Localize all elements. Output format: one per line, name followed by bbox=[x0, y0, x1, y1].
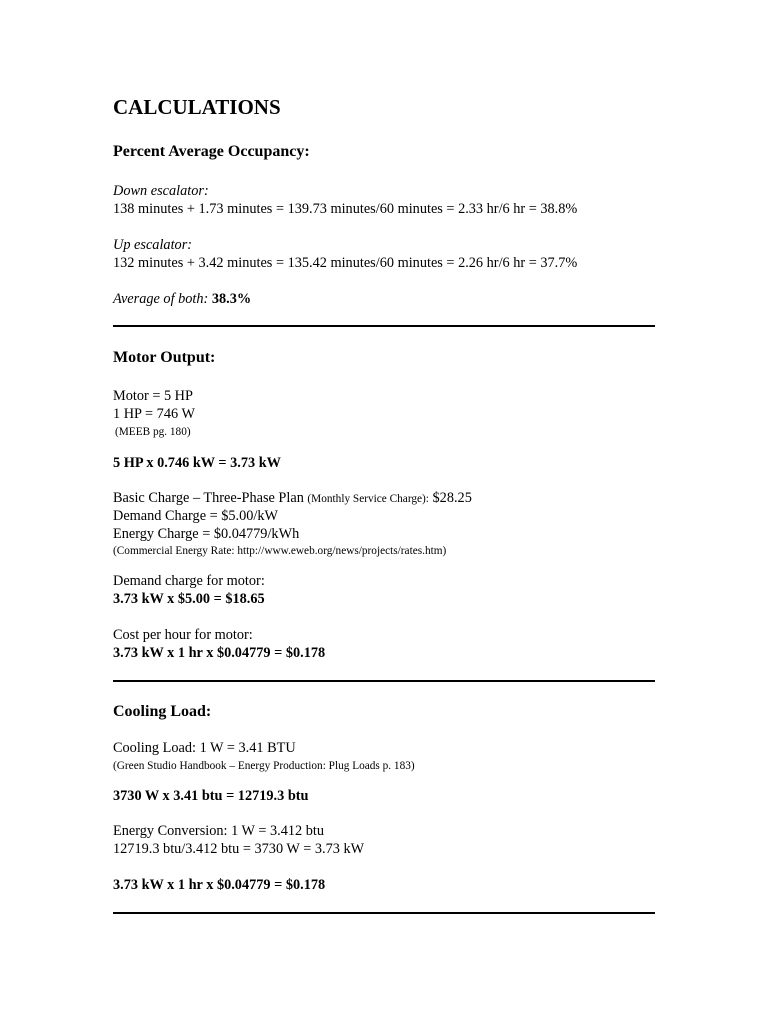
basic-charge-value: $28.25 bbox=[432, 490, 472, 506]
basic-charge-label: Basic Charge – Three-Phase Plan bbox=[113, 490, 304, 506]
down-escalator-calc: 138 minutes + 1.73 minutes = 139.73 minutes/60 minutes = 2.33 hr/6 hr = 38.8% bbox=[113, 201, 578, 217]
basic-charge-note: (Monthly Service Charge): bbox=[307, 493, 429, 505]
cooling-load-line: Cooling Load: 1 W = 3.41 BTU bbox=[113, 740, 296, 756]
motor-heading: Motor Output: bbox=[113, 349, 216, 366]
cost-per-hour-calc: 3.73 kW x 1 hr x $0.04779 = $0.178 bbox=[113, 645, 326, 661]
average-value: 38.3% bbox=[211, 291, 252, 307]
btu-calc: 3730 W x 3.41 btu = 12719.3 btu bbox=[113, 788, 309, 804]
up-escalator-calc: 132 minutes + 3.42 minutes = 135.42 minutes/60 minutes = 2.26 hr/6 hr = 37.7% bbox=[113, 255, 578, 271]
hp-to-watts: 1 HP = 746 W bbox=[113, 406, 195, 422]
meeb-reference: (MEEB pg. 180) bbox=[115, 426, 191, 438]
up-escalator-label: Up escalator: bbox=[113, 237, 193, 253]
energy-charge: Energy Charge = $0.04779/kWh bbox=[113, 526, 300, 542]
energy-conversion-calc: 12719.3 btu/3.412 btu = 3730 W = 3.73 kW bbox=[113, 841, 365, 857]
down-escalator-label: Down escalator: bbox=[113, 183, 209, 199]
section-divider bbox=[113, 325, 655, 327]
motor-hp: Motor = 5 HP bbox=[113, 388, 193, 404]
cooling-reference: (Green Studio Handbook – Energy Production: Plug Loads p. 183) bbox=[113, 760, 415, 772]
rate-reference: (Commercial Energy Rate: http://www.eweb.org/news/projects/rates.htm) bbox=[113, 545, 447, 557]
section-divider bbox=[113, 680, 655, 682]
energy-conversion-line: Energy Conversion: 1 W = 3.412 btu bbox=[113, 823, 324, 839]
basic-charge-line bbox=[113, 489, 472, 508]
demand-charge: Demand Charge = $5.00/kW bbox=[113, 508, 279, 524]
occupancy-heading: Percent Average Occupancy: bbox=[113, 143, 310, 160]
demand-charge-label: Demand charge for motor: bbox=[113, 573, 265, 589]
cooling-heading: Cooling Load: bbox=[113, 703, 212, 720]
motor-result: 5 HP x 0.746 kW = 3.73 kW bbox=[113, 455, 281, 471]
average-label: Average of both: bbox=[113, 291, 209, 307]
cost-per-hour-label: Cost per hour for motor: bbox=[113, 627, 253, 643]
demand-charge-calc: 3.73 kW x $5.00 = $18.65 bbox=[113, 591, 265, 607]
cooling-cost-calc: 3.73 kW x 1 hr x $0.04779 = $0.178 bbox=[113, 877, 326, 893]
average-line bbox=[113, 290, 251, 308]
section-divider bbox=[113, 912, 655, 914]
page-title: CALCULATIONS bbox=[113, 95, 281, 119]
